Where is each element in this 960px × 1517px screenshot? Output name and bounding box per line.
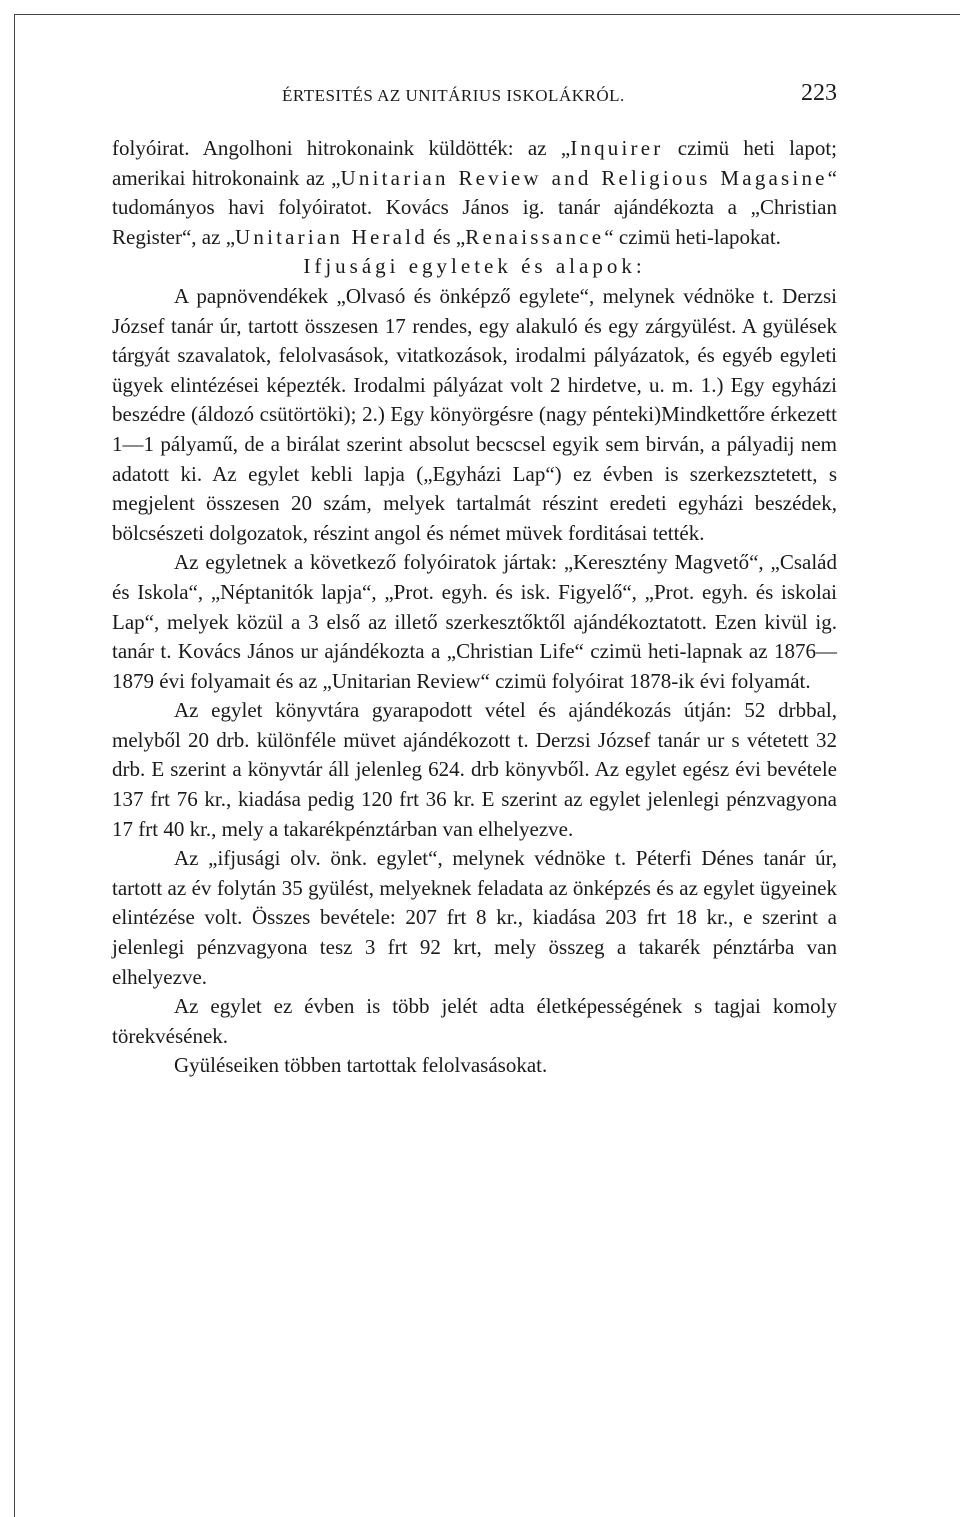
page-frame-left: [14, 14, 15, 1517]
spaced-title-renaissance: Renaissance: [465, 224, 605, 249]
running-title: ÉRTESITÉS AZ UNITÁRIUS ISKOLÁKRÓL.: [282, 86, 625, 105]
page-frame-top: [14, 14, 960, 15]
text-run: “ czimü heti-lapokat.: [604, 224, 781, 249]
page-header: [112, 78, 837, 122]
text-run: folyóirat. Angolhoni hitrokonaink küldötték: az „: [112, 136, 571, 160]
spaced-title-unitarian-review: Unitarian Review and Religious Magasine: [340, 165, 828, 190]
text-run: czimü heti lapot; amerikai hitrokonaink az „: [112, 136, 837, 190]
paragraph-7: Gyüléseiken többen tartottak felolvasásokat.: [174, 1053, 548, 1078]
document-page: [112, 78, 837, 1081]
body-text: [112, 134, 837, 1081]
section-heading: Ifjusági egyletek és alapok:: [303, 254, 646, 279]
paragraph-5: Az „ifjusági olv. önk. egylet“, melynek védnöke t. Péterfi Dénes tanár úr, tartott az év folytán 35 gyülést, melyeknek feladata az önképzés és az egylet ügyeinek elintézése volt. Összes bevétele: 207 frt 8 kr., kiadása 203 frt 18 kr., e szerint a jelenlegi pénzvagyona tesz 3 frt 92 krt, mely összeg a takarék pénztárba van elhelyezve.: [112, 846, 837, 989]
paragraph-4: Az egylet könyvtára gyarapodott vétel és ajándékozás útján: 52 drbbal, melyből 20 drb. különféle müvet ajándékozott t. Derzsi József tanár ur s vétetett 32 drb. E szerint a könyvtár áll jelenleg 624. drb könyvből. Az egylet egész évi bevétele 137 frt 76 kr., kiadása pedig 120 frt 36 kr. E szerint az egylet jelenlegi pénzvagyona 17 frt 40 kr., mely a takarékpénztárban van elhelyezve.: [112, 698, 837, 841]
paragraph-6: Az egylet ez évben is több jelét adta életképességének s tagjai komoly törekvésének.: [112, 994, 837, 1048]
paragraph-1: [112, 134, 837, 252]
spaced-title-inquirer: Inquirer: [570, 136, 664, 160]
spaced-title-unitarian-herald: Unitarian Herald: [235, 224, 428, 249]
text-run: “ tudományos havi folyóiratot. Kovács János ig. tanár ajándékozta a „Christian Register“, az „: [112, 165, 837, 249]
paragraph-2: A papnövendékek „Olvasó és önképző egylete“, melynek védnöke t. Derzsi József tanár úr, tartott összesen 17 rendes, egy alakuló és egy zárgyülést. A gyülések tárgyát szavalatok, felolvasások, vitatkozások, irodalmi pályázatok, és egyéb egyleti ügyek elintézései képezték. Irodalmi pályázat volt 2 hirdetve, u. m. 1.) Egy egyházi beszédre (áldozó csütörtöki); 2.) Egy könyörgésre (nagy pénteki)Mindkettőre érkezett 1—1 pályamű, de a birálat szerint absolut becscsel egyik sem birván, a pályadij nem adatott ki. Az egylet kebli lapja („Egyházi Lap“) ez évben is szerkezsztetett, s megjelent összesen 20 szám, melyek tartalmát részint eredeti egyházi beszédek, bölcsészeti dolgozatok, részint angol és német müvek forditásai tették.: [112, 283, 837, 545]
paragraph-3: Az egyletnek a következő folyóiratok jártak: „Keresztény Magvető“, „Család és Iskola“, „Néptanitók lapja“, „Prot. egyh. és isk. Figyelő“, „Prot. egyh. és iskolai Lap“, melyek közül a 3 első az illető szerkesztőktől ajándékoztatott. Ezen kivül ig. tanár t. Kovács János ur ajándékozta a „Christian Life“ czimü heti-lapnak az 1876—1879 évi folyamait és az „Unitarian Review“ czimü folyóirat 1878-ik évi folyamát.: [112, 550, 837, 693]
page-number: 223: [801, 80, 837, 106]
text-run: és „: [427, 224, 466, 249]
